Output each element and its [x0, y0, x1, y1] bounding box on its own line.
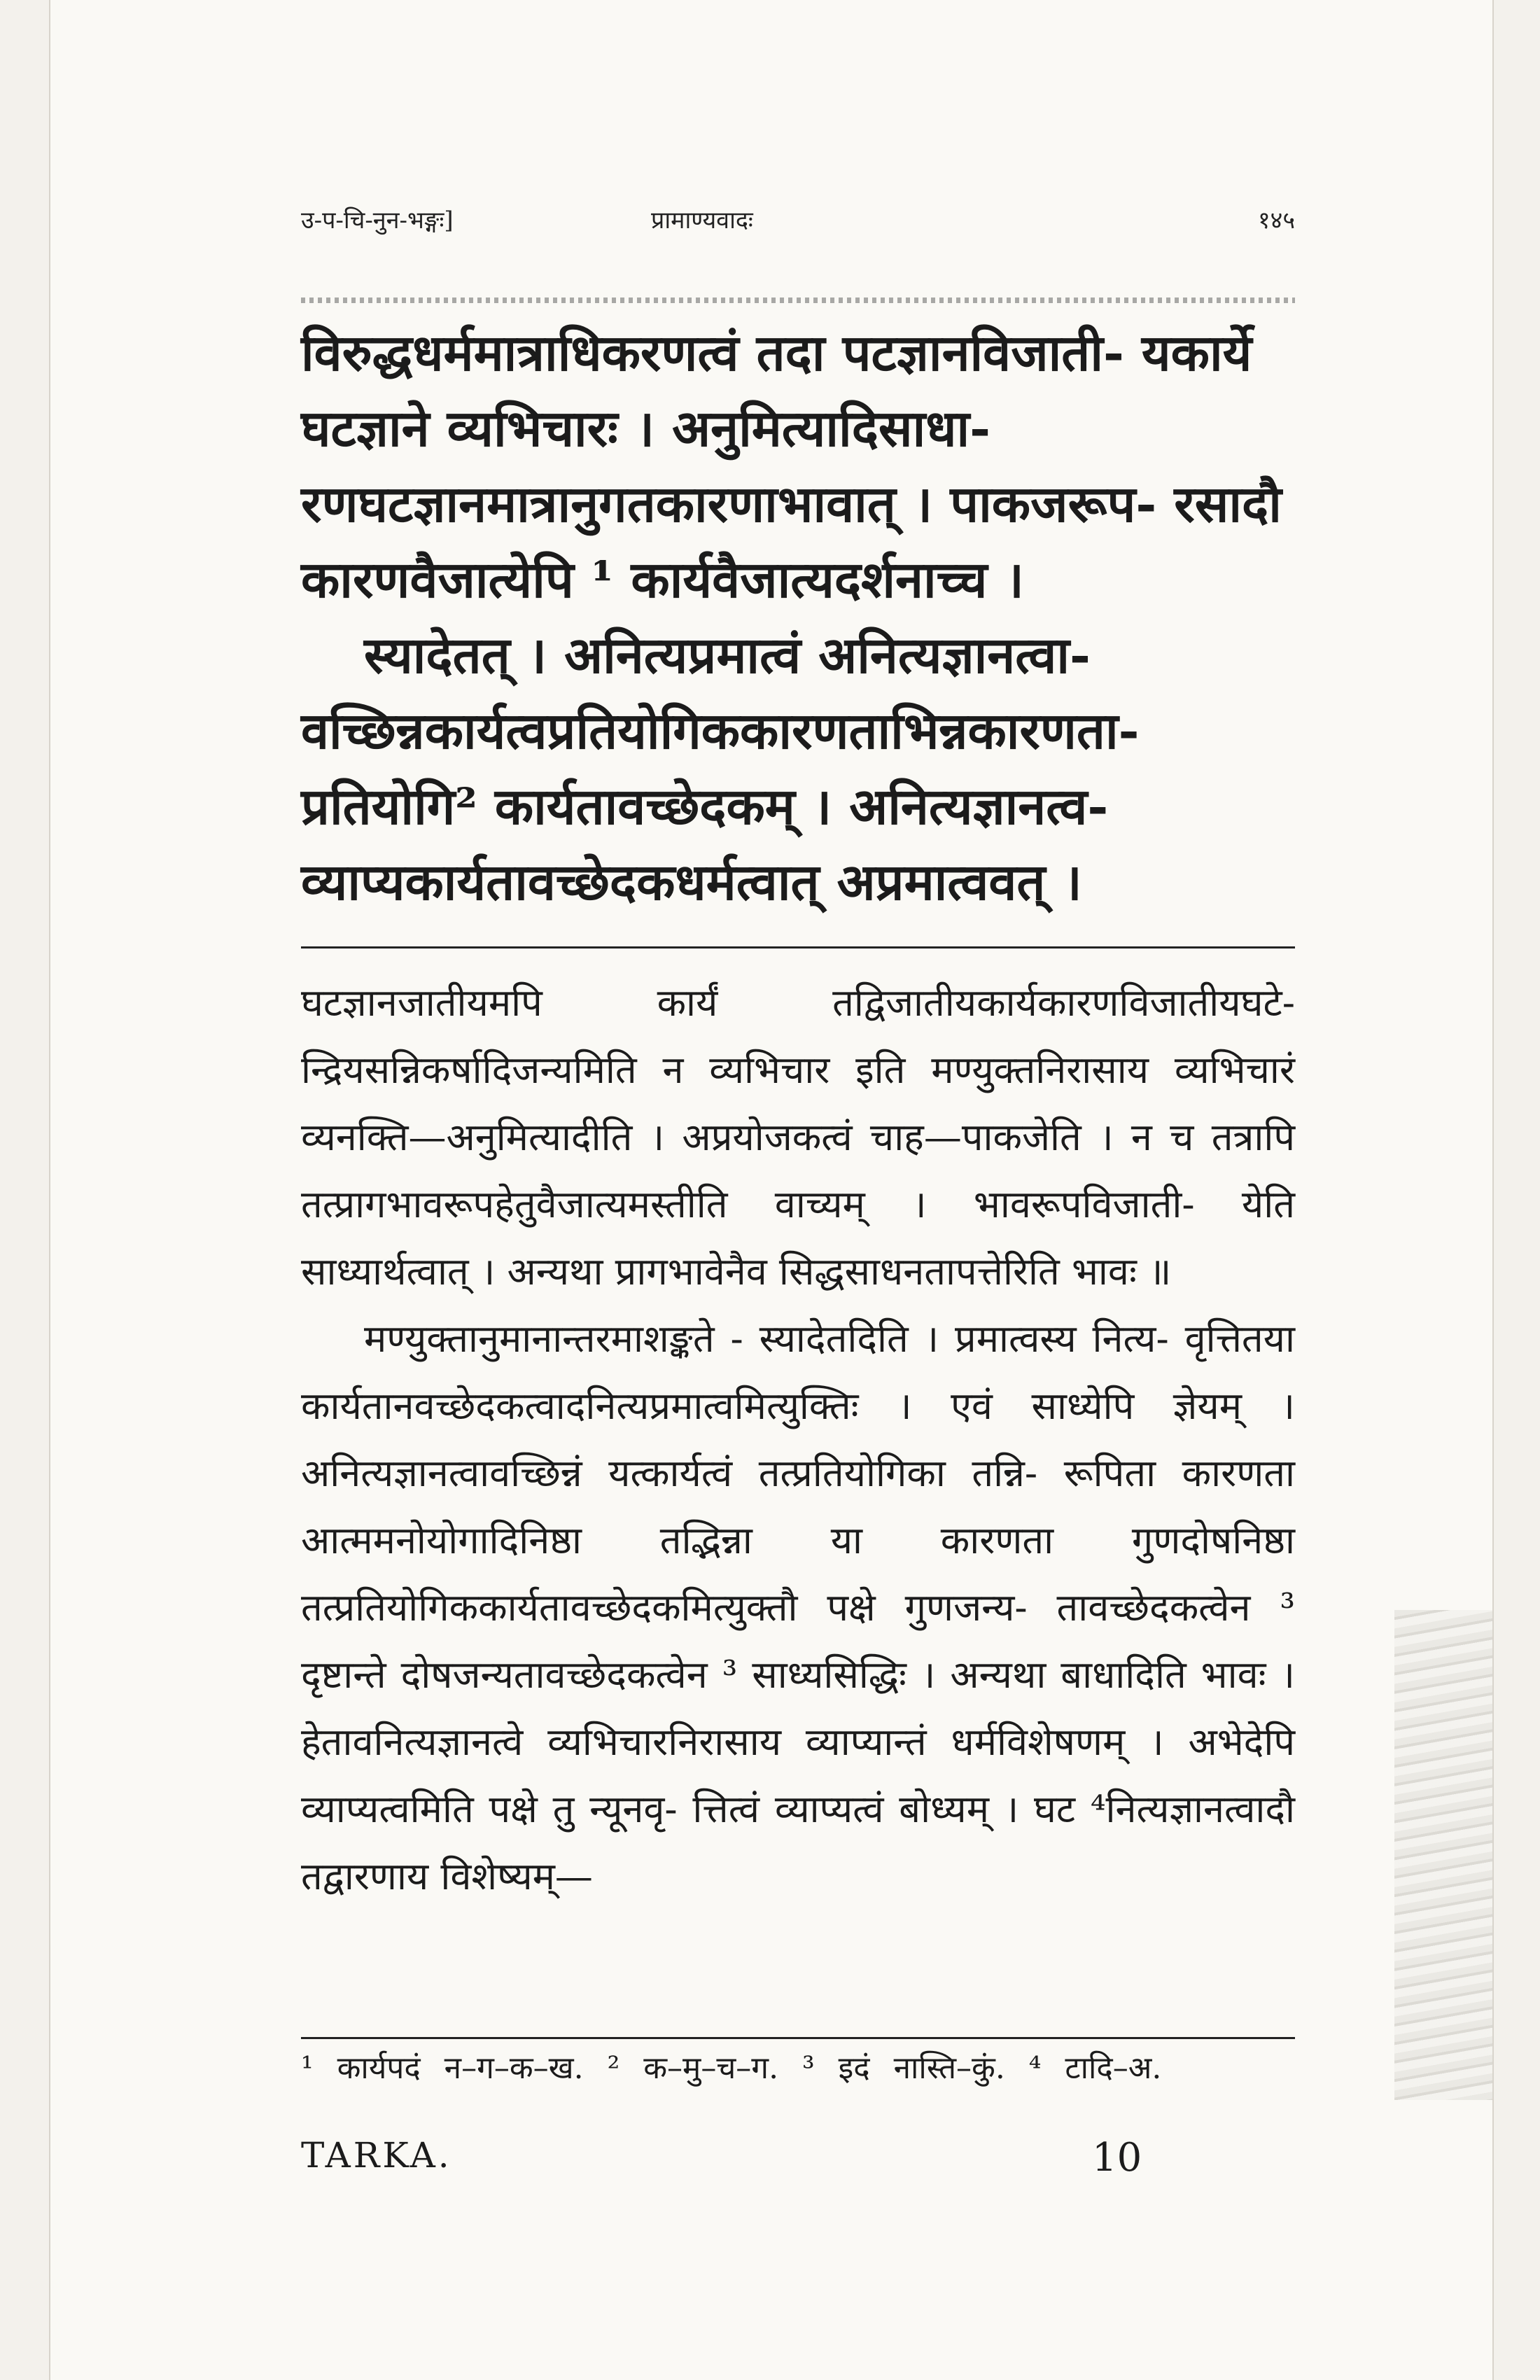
header-rule [301, 298, 1295, 303]
main-text-paragraph: विरुद्धधर्ममात्राधिकरणत्वं तदा पटज्ञानविजाती- यकार्ये घटज्ञाने व्यभिचारः । अनुमित्यादिसाधा- रणघटज्ञानमात्रानुगतकारणाभावात् । पाकजरूप- रसादौ कारणवैजात्येपि ¹ कार्यवैजात्यदर्शनाच्च । [301, 323, 1282, 609]
commentary [301, 969, 1295, 1910]
footnote-rule [301, 2037, 1295, 2039]
section-rule [301, 946, 1295, 948]
running-header [301, 196, 1295, 252]
main-text [301, 315, 1295, 920]
signature-number: 10 [1092, 2135, 1142, 2180]
footnotes: ¹ कार्यपदं न–ग–क–ख. ² क–मु–च–ग. ³ इदं नास्ति–कुं. ⁴ टादि–अ. [301, 2050, 1162, 2086]
torn-page-edge [1394, 1610, 1492, 2100]
commentary-paragraph: घटज्ञानजातीयमपि कार्यं तद्विजातीयकार्यकारणविजातीयघटे- न्द्रियसन्निकर्षादिजन्यमिति न व्यभिचार इति मण्युक्तनिरासाय व्यभिचारं व्यनक्ति—अनुमित्यादीति । अप्रयोजकत्वं चाह—पाकजेति । न च तत्रापि तत्प्रागभावरूपहेतुवैजात्यमस्तीति वाच्यम् । भावरूपविजाती- येति साध्यार्थत्वात् । अन्यथा प्रागभावेनैव सिद्धसाधनतापत्तेरिति भावः ॥ [301, 981, 1295, 1294]
signature-mark: TARKA. [301, 2135, 452, 2176]
commentary-paragraph: मण्युक्तानुमानान्तरमाशङ्कते - स्यादेतदिति । प्रमात्वस्य नित्य- वृत्तितया कार्यतानवच्छेदकत्वादनित्यप्रमात्वमित्युक्तिः । एवं साध्येपि ज्ञेयम् । अनित्यज्ञानत्वावच्छिन्नं यत्कार्यत्वं तत्प्रतियोगिका तन्नि- रूपिता कारणता आत्ममनोयोगादिनिष्ठा तद्भिन्ना या कारणता गुणदोषनिष्ठा तत्प्रतियोगिककार्यतावच्छेदकमित्युक्तौ पक्षे गुणजन्य- तावच्छेदकत्वेन ³ दृष्टान्ते दोषजन्यतावच्छेदकत्वेन ³ साध्यसिद्धिः । अन्यथा बाधादिति भावः । हेतावनित्यज्ञानत्वे व्यभिचारनिरासाय व्याप्यान्तं धर्मविशेषणम् । अभेदेपि व्याप्यत्वमिति पक्षे तु न्यूनवृ- त्तित्वं व्याप्यत्वं बोध्यम् । घट ⁴नित्यज्ञानत्वादौ तद्वारणाय विशेष्यम्— [301, 1317, 1295, 1898]
header-title: प्रामाण्यवादः [651, 206, 753, 234]
page-number: १४५ [1257, 206, 1295, 234]
header-left: उ-प-चि-नुन-भङ्गः] [301, 206, 454, 234]
main-text-paragraph: स्यादेतत् । अनित्यप्रमात्वं अनित्यज्ञानत्वा- वच्छिन्नकार्यत्वप्रतियोगिककारणताभिन्नकारणता- प्रतियोगि² कार्यतावच्छेदकम् । अनित्यज्ञानत्व- व्याप्यकार्यतावच्छेदकधर्मत्वात् अप्रमात्ववत् । [301, 625, 1140, 911]
